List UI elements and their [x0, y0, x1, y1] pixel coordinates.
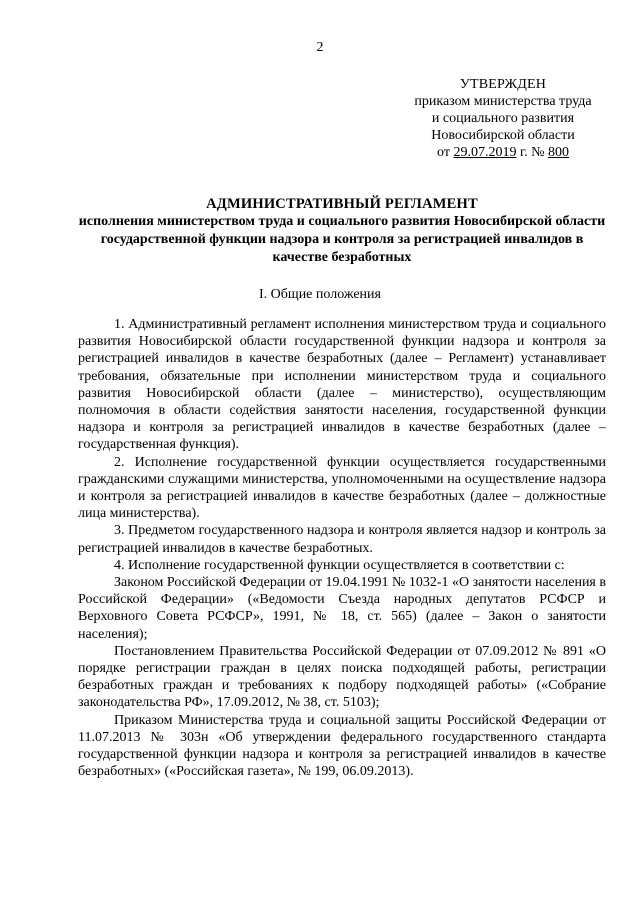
- document-subtitle: исполнения министерством труда и социального развития Новосибирской области государственной функции надзора и контроля за регистрацией инвалидов в качестве безработных: [78, 214, 606, 265]
- approval-line-2: и социального развития: [431, 111, 575, 126]
- paragraph-1: 1. Административный регламент исполнения министерством труда и социального развития Новосибирской области государственной функции надзора и контроля за регистрацией инвалидов в качестве безработных (далее – Регламент) устанавливает требования, обязательные при исполнении министерством труда и социального развития Новосибирской области (далее – министерство), осуществляющим полномочия в области содействия занятости населения, государственной функции надзора и контроля за регистрацией инвалидов в качестве безработных (далее – государственная функция).: [78, 317, 606, 453]
- approval-stamp: [390, 76, 616, 161]
- document-title-block: [78, 195, 606, 267]
- approval-line-3: Новосибирской области: [431, 128, 575, 143]
- paragraph-decree-891: Постановлением Правительства Российской Федерации от 07.09.2012 № 891 «О порядке регистрации граждан в целях поиска подходящей работы, регистрации безработных граждан и требованиях к подбору подходящей работы» («Собрание законодательства РФ», 17.09.2012, № 38, ст. 5103);: [78, 643, 606, 711]
- approval-title: УТВЕРЖДЕН: [459, 77, 547, 92]
- paragraph-law-1032-1: Законом Российской Федерации от 19.04.1991 № 1032-1 «О занятости населения в Российской Федерации» («Ведомости Съезда народных депутатов РСФСР и Верховного Совета РСФСР», 1991, № 18, ст. 565) (далее – Закон о занятости населения);: [78, 575, 606, 642]
- section-heading: I. Общие положения: [259, 287, 381, 302]
- approval-line-1: приказом министерства труда: [414, 94, 592, 109]
- paragraph-2: 2. Исполнение государственной функции осуществляется государственными гражданскими служащими министерства, уполномоченными на осуществление надзора и контроля за регистрацией инвалидов в качестве безработных (далее – должностные лица министерства).: [78, 454, 606, 522]
- paragraph-order-303n: Приказом Министерства труда и социальной защиты Российской Федерации от 11.07.2013 № 303н «Об утверждении федерального государственного стандарта государственной функции надзора и контроля за регистрацией инвалидов в качестве безработных» («Российская газета», № 199, 06.09.2013).: [78, 712, 606, 780]
- paragraph-3: 3. Предметом государственного надзора и контроля является надзор и контроль за регистрацией инвалидов в качестве безработных.: [78, 523, 606, 556]
- approval-date-line: [390, 144, 616, 161]
- document-title: АДМИНИСТРАТИВНЫЙ РЕГЛАМЕНТ: [206, 196, 478, 212]
- approval-date: 29.07.2019: [453, 145, 517, 160]
- paragraph-4: 4. Исполнение государственной функции осуществляется в соответствии с:: [114, 557, 565, 573]
- approval-number: 800: [547, 145, 569, 160]
- body-text: [78, 316, 606, 780]
- page-number: 2: [316, 40, 324, 55]
- approval-number-prefix: г. №: [519, 145, 545, 160]
- approval-date-prefix: от: [437, 145, 450, 160]
